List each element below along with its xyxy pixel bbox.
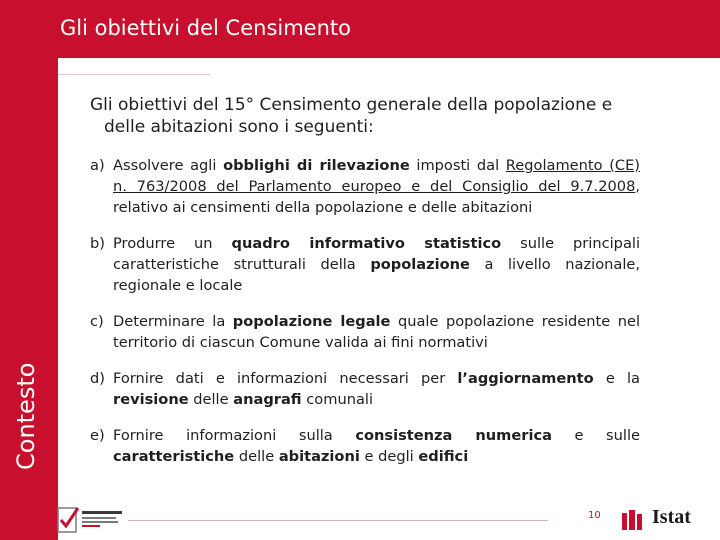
istat-brand: Istat [652, 506, 691, 528]
intro-text: Gli obiettivi del 15° Censimento generale della popolazione e delle abitazioni sono i seguenti: [90, 95, 613, 137]
item-bold: anagrafi [233, 391, 302, 408]
item-label: c) [90, 313, 104, 330]
item-bold: caratteristiche [113, 448, 235, 465]
item-text: a livello nazionale, regionale e locale [113, 256, 640, 294]
slide-title: Gli obiettivi del Censimento [60, 16, 351, 40]
item-text: comunali [301, 391, 373, 408]
item-text: delle [234, 448, 279, 465]
item-text: Determinare la [113, 313, 233, 330]
slide-content [90, 94, 640, 482]
title-underline [58, 74, 210, 75]
item-label: e) [90, 427, 105, 444]
item-text: , relativo ai censimenti della popolazione e delle abitazioni [113, 178, 640, 216]
item-bold: obblighi di rilevazione [223, 157, 410, 174]
objective-item-b [90, 233, 640, 296]
census-logo-icon [56, 500, 126, 536]
objective-item-e [90, 425, 640, 467]
item-label: b) [90, 235, 105, 252]
objective-item-a [90, 155, 640, 218]
item-bold: edifici [418, 448, 469, 465]
item-bold: abitazioni [278, 448, 360, 465]
item-bold: consistenza numerica [355, 427, 552, 444]
item-bold: popolazione legale [232, 313, 391, 330]
item-text: e sulle [551, 427, 640, 444]
regulation-link[interactable]: Regolamento (CE) n. 763/2008 del Parlamento europeo e del Consiglio del 9.7.2008 [113, 157, 640, 195]
item-text: quale popolazione residente nel territorio di ciascun Comune valida ai fini normativi [113, 313, 641, 351]
item-text: e degli [359, 448, 419, 465]
item-bold: l’aggiornamento [457, 370, 594, 387]
item-text: sulle principali caratteristiche strutturali della [113, 235, 640, 273]
objective-item-d [90, 368, 640, 410]
item-text: Assolvere agli [113, 157, 224, 174]
item-label: d) [90, 370, 105, 387]
footer-divider [128, 520, 548, 521]
item-label: a) [90, 157, 105, 174]
objective-item-c [90, 311, 640, 353]
item-text: Produrre un [113, 235, 232, 252]
item-text: Fornire informazioni sulla [113, 427, 356, 444]
item-text: delle [188, 391, 234, 408]
item-bold: quadro informativo statistico [231, 235, 502, 252]
item-bold: popolazione [370, 256, 470, 273]
item-bold: revisione [113, 391, 189, 408]
item-text: Fornire dati e informazioni necessari per [113, 370, 458, 387]
item-text: e la [593, 370, 640, 387]
item-text: imposti dal [409, 157, 506, 174]
page-number: 10 [588, 510, 601, 521]
